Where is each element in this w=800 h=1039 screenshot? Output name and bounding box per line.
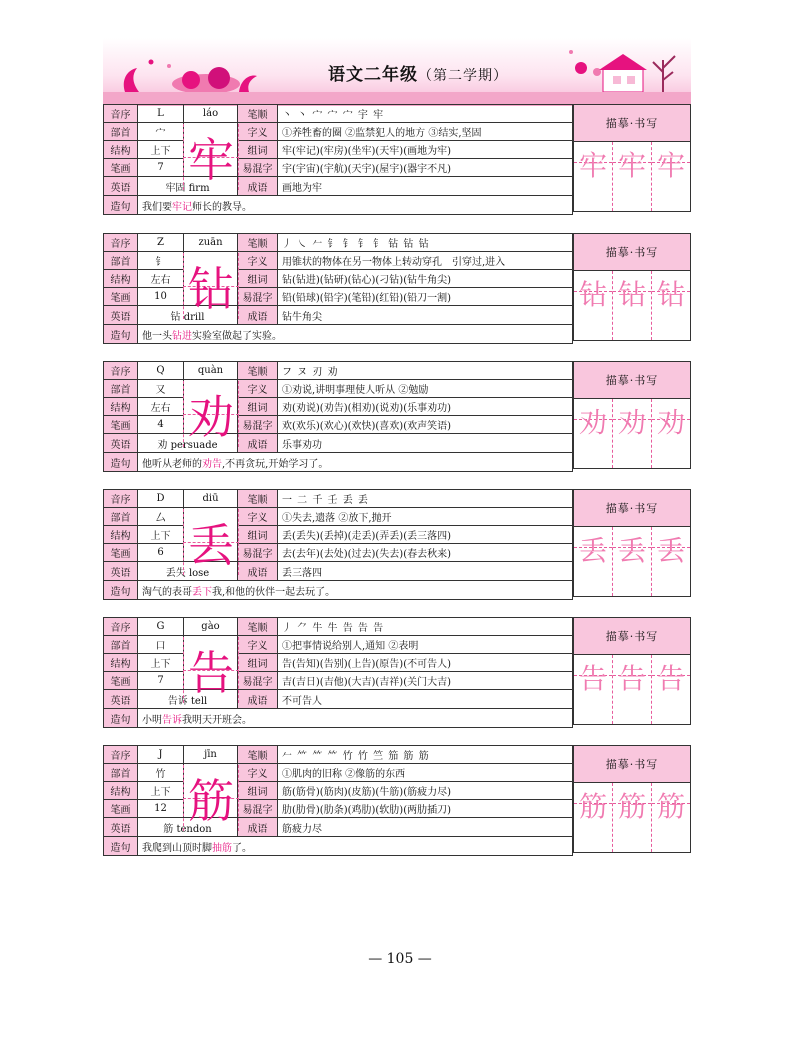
label-yihunzi: 易混字 xyxy=(238,800,278,818)
practice-header: 描摹·书写 xyxy=(574,105,690,142)
label-zuci: 组词 xyxy=(238,398,278,416)
words-value: 钻(钻进)(钻研)(钻心)(刁钻)(钻牛角尖) xyxy=(278,270,573,288)
label-bishun: 笔顺 xyxy=(238,618,278,636)
label-yingyu: 英语 xyxy=(104,562,138,581)
structure-value: 上下 xyxy=(138,141,184,159)
stroke-count-value: 12 xyxy=(138,800,184,818)
stroke-count-value: 4 xyxy=(138,416,184,434)
highlight-word: 抽筋 xyxy=(212,842,232,854)
idiom-value: 乐事劝功 xyxy=(278,434,573,453)
practice-cell[interactable]: 钻 xyxy=(651,271,690,340)
label-ziyi: 字义 xyxy=(238,123,278,141)
info-table xyxy=(103,489,573,600)
meaning-value: 用锥状的物体在另一物体上转动穿孔 引穿过,进入 xyxy=(278,252,573,270)
english-value: 丢失 lose xyxy=(138,562,238,581)
structure-value: 上下 xyxy=(138,782,184,800)
character-card xyxy=(103,745,691,853)
practice-cell[interactable]: 劝 xyxy=(574,399,612,468)
label-bihua: 笔画 xyxy=(104,544,138,562)
idiom-value: 钻牛角尖 xyxy=(278,306,573,325)
confusable-value: 铅(铅球)(铅字)(笔铅)(红铅)(铅刀一割) xyxy=(278,288,573,306)
character-card xyxy=(103,361,691,469)
label-zaoju: 造句 xyxy=(104,325,138,344)
yinxu-value: L xyxy=(138,105,184,123)
practice-box xyxy=(573,745,691,853)
label-yihunzi: 易混字 xyxy=(238,159,278,177)
label-yingyu: 英语 xyxy=(104,690,138,709)
label-chengyu: 成语 xyxy=(238,562,278,581)
practice-cell[interactable]: 丢 xyxy=(612,527,651,596)
highlight-word: 劝告 xyxy=(202,458,222,470)
words-value: 筋(筋骨)(筋肉)(皮筋)(牛筋)(筋疲力尽) xyxy=(278,782,573,800)
practice-cell[interactable]: 告 xyxy=(574,655,612,724)
example-sentence: 我爬到山顶时脚抽筋了。 xyxy=(138,837,573,856)
label-yihunzi: 易混字 xyxy=(238,544,278,562)
label-jiegou: 结构 xyxy=(104,526,138,544)
english-value: 劝 persuade xyxy=(138,434,238,453)
label-yinxu: 音序 xyxy=(104,234,138,252)
label-chengyu: 成语 xyxy=(238,818,278,837)
idiom-value: 不可告人 xyxy=(278,690,573,709)
label-chengyu: 成语 xyxy=(238,306,278,325)
label-ziyi: 字义 xyxy=(238,764,278,782)
structure-value: 上下 xyxy=(138,526,184,544)
stroke-order: 𠂉 ⺮ ⺮ ⺮ 竹 竹 竺 笳 筋 筋 xyxy=(278,746,573,764)
label-yingyu: 英语 xyxy=(104,306,138,325)
label-zuci: 组词 xyxy=(238,654,278,672)
structure-value: 上下 xyxy=(138,654,184,672)
label-yihunzi: 易混字 xyxy=(238,288,278,306)
page-number: — 105 — xyxy=(368,951,432,967)
practice-cell[interactable]: 牢 xyxy=(612,142,651,211)
example-sentence: 我们要牢记师长的教导。 xyxy=(138,196,573,215)
pinyin-value: diū xyxy=(184,490,238,508)
label-bushou: 部首 xyxy=(104,764,138,782)
example-sentence: 他一头钻进实验室做起了实验。 xyxy=(138,325,573,344)
character-card xyxy=(103,489,691,597)
practice-box xyxy=(573,489,691,597)
pinyin-value: jīn xyxy=(184,746,238,764)
label-zuci: 组词 xyxy=(238,526,278,544)
yinxu-value: Q xyxy=(138,362,184,380)
practice-cell[interactable]: 劝 xyxy=(651,399,690,468)
pinyin-value: zuān xyxy=(184,234,238,252)
main-character: 牢 xyxy=(183,124,239,190)
words-value: 牢(牢记)(牢房)(坐牢)(天牢)(画地为牢) xyxy=(278,141,573,159)
stroke-order: 丿 ⺈ 牛 牛 告 告 告 xyxy=(278,618,573,636)
main-character: 丢 xyxy=(183,509,239,575)
practice-box xyxy=(573,233,691,341)
radical-value: 又 xyxy=(138,380,184,398)
character-card xyxy=(103,233,691,341)
meaning-value: ①养牲畜的圈 ②监禁犯人的地方 ③结实,坚固 xyxy=(278,123,573,141)
words-value: 丢(丢失)(丢掉)(走丢)(弄丢)(丢三落四) xyxy=(278,526,573,544)
label-jiegou: 结构 xyxy=(104,398,138,416)
label-bishun: 笔顺 xyxy=(238,490,278,508)
stroke-order: 一 二 千 壬 丢 丢 xyxy=(278,490,573,508)
english-value: 牢固 firm xyxy=(138,177,238,196)
label-zaoju: 造句 xyxy=(104,709,138,728)
label-zuci: 组词 xyxy=(238,782,278,800)
radical-value: 口 xyxy=(138,636,184,654)
label-bishun: 笔顺 xyxy=(238,105,278,123)
practice-cell[interactable]: 告 xyxy=(612,655,651,724)
example-sentence: 小明告诉我明天开班会。 xyxy=(138,709,573,728)
practice-box xyxy=(573,104,691,212)
label-jiegou: 结构 xyxy=(104,782,138,800)
practice-cell[interactable]: 筋 xyxy=(651,783,690,852)
label-ziyi: 字义 xyxy=(238,636,278,654)
practice-cell[interactable]: 钻 xyxy=(574,271,612,340)
label-zuci: 组词 xyxy=(238,270,278,288)
label-bihua: 笔画 xyxy=(104,159,138,177)
main-character: 劝 xyxy=(183,381,239,447)
label-bushou: 部首 xyxy=(104,252,138,270)
info-table xyxy=(103,233,573,344)
label-chengyu: 成语 xyxy=(238,434,278,453)
label-jiegou: 结构 xyxy=(104,270,138,288)
label-bihua: 笔画 xyxy=(104,800,138,818)
practice-box xyxy=(573,361,691,469)
info-table xyxy=(103,104,573,215)
confusable-value: 宇(宇宙)(宇航)(天宇)(屋宇)(器宇不凡) xyxy=(278,159,573,177)
label-bishun: 笔顺 xyxy=(238,746,278,764)
info-table xyxy=(103,745,573,856)
label-bushou: 部首 xyxy=(104,636,138,654)
practice-cell[interactable]: 牢 xyxy=(651,142,690,211)
label-chengyu: 成语 xyxy=(238,690,278,709)
words-value: 劝(劝说)(劝告)(相劝)(说劝)(乐事劝功) xyxy=(278,398,573,416)
label-bihua: 笔画 xyxy=(104,672,138,690)
highlight-word: 牢记 xyxy=(172,201,192,213)
practice-cell[interactable]: 钻 xyxy=(612,271,651,340)
pinyin-value: gào xyxy=(184,618,238,636)
label-yihunzi: 易混字 xyxy=(238,416,278,434)
label-bihua: 笔画 xyxy=(104,288,138,306)
label-jiegou: 结构 xyxy=(104,141,138,159)
label-yihunzi: 易混字 xyxy=(238,672,278,690)
label-ziyi: 字义 xyxy=(238,252,278,270)
main-character: 筋 xyxy=(183,765,239,831)
radical-value: 钅 xyxy=(138,252,184,270)
yinxu-value: G xyxy=(138,618,184,636)
label-yinxu: 音序 xyxy=(104,362,138,380)
label-yingyu: 英语 xyxy=(104,177,138,196)
idiom-value: 筋疲力尽 xyxy=(278,818,573,837)
pinyin-value: quàn xyxy=(184,362,238,380)
label-yinxu: 音序 xyxy=(104,618,138,636)
confusable-value: 吉(吉日)(吉他)(大吉)(吉祥)(关门大吉) xyxy=(278,672,573,690)
stroke-order: 丿 ㇏ 𠂉 钅 钅 钅 钅 钻 钻 钻 xyxy=(278,234,573,252)
idiom-value: 画地为牢 xyxy=(278,177,573,196)
stroke-order: フ ヌ 刃 劝 xyxy=(278,362,573,380)
label-bushou: 部首 xyxy=(104,380,138,398)
practice-header: 描摹·书写 xyxy=(574,746,690,783)
practice-cell[interactable]: 筋 xyxy=(612,783,651,852)
label-bushou: 部首 xyxy=(104,123,138,141)
stroke-count-value: 7 xyxy=(138,159,184,177)
label-zaoju: 造句 xyxy=(104,837,138,856)
label-yingyu: 英语 xyxy=(104,434,138,453)
main-character: 告 xyxy=(183,637,239,703)
label-chengyu: 成语 xyxy=(238,177,278,196)
label-yinxu: 音序 xyxy=(104,746,138,764)
stroke-order: 丶 丶 宀 宀 宀 宇 牢 xyxy=(278,105,573,123)
label-bishun: 笔顺 xyxy=(238,362,278,380)
confusable-value: 肋(肋骨)(肋条)(鸡肋)(软肋)(两肋插刀) xyxy=(278,800,573,818)
info-table xyxy=(103,617,573,728)
example-sentence: 他听从老师的劝告,不再贪玩,开始学习了。 xyxy=(138,453,573,472)
label-bishun: 笔顺 xyxy=(238,234,278,252)
structure-value: 左右 xyxy=(138,270,184,288)
decor-left-icon xyxy=(111,52,261,94)
practice-header: 描摹·书写 xyxy=(574,490,690,527)
yinxu-value: D xyxy=(138,490,184,508)
english-value: 告诉 tell xyxy=(138,690,238,709)
practice-header: 描摹·书写 xyxy=(574,234,690,271)
main-character: 钻 xyxy=(183,253,239,319)
stroke-count-value: 7 xyxy=(138,672,184,690)
pinyin-value: láo xyxy=(184,105,238,123)
character-card xyxy=(103,104,691,212)
stroke-count-value: 10 xyxy=(138,288,184,306)
practice-cell[interactable]: 筋 xyxy=(574,783,612,852)
meaning-value: ①把事情说给别人,通知 ②表明 xyxy=(278,636,573,654)
page-header-banner xyxy=(103,38,691,106)
yinxu-value: J xyxy=(138,746,184,764)
practice-header: 描摹·书写 xyxy=(574,618,690,655)
radical-value: 宀 xyxy=(138,123,184,141)
radical-value: 厶 xyxy=(138,508,184,526)
label-zaoju: 造句 xyxy=(104,581,138,600)
meaning-value: ①失去,遗落 ②放下,抛开 xyxy=(278,508,573,526)
label-bihua: 笔画 xyxy=(104,416,138,434)
highlight-word: 钻进 xyxy=(172,330,192,342)
confusable-value: 欢(欢乐)(欢心)(欢快)(喜欢)(欢声笑语) xyxy=(278,416,573,434)
label-ziyi: 字义 xyxy=(238,508,278,526)
highlight-word: 告诉 xyxy=(162,714,182,726)
label-yinxu: 音序 xyxy=(104,105,138,123)
label-yinxu: 音序 xyxy=(104,490,138,508)
label-ziyi: 字义 xyxy=(238,380,278,398)
structure-value: 左右 xyxy=(138,398,184,416)
highlight-word: 丢下 xyxy=(192,586,212,598)
label-bushou: 部首 xyxy=(104,508,138,526)
label-zaoju: 造句 xyxy=(104,196,138,215)
label-yingyu: 英语 xyxy=(104,818,138,837)
meaning-value: ①劝说,讲明事理使人听从 ②勉励 xyxy=(278,380,573,398)
label-zaoju: 造句 xyxy=(104,453,138,472)
confusable-value: 去(去年)(去处)(过去)(失去)(春去秋来) xyxy=(278,544,573,562)
practice-cell[interactable]: 告 xyxy=(651,655,690,724)
english-value: 筋 tendon xyxy=(138,818,238,837)
label-zuci: 组词 xyxy=(238,141,278,159)
radical-value: 竹 xyxy=(138,764,184,782)
example-sentence: 淘气的表哥丢下我,和他的伙伴一起去玩了。 xyxy=(138,581,573,600)
info-table xyxy=(103,361,573,472)
label-jiegou: 结构 xyxy=(104,654,138,672)
meaning-value: ①肌肉的旧称 ②像筋的东西 xyxy=(278,764,573,782)
idiom-value: 丢三落四 xyxy=(278,562,573,581)
practice-cell[interactable]: 丢 xyxy=(574,527,612,596)
english-value: 钻 drill xyxy=(138,306,238,325)
book-title: 语文二年级（第二学期） xyxy=(328,65,508,85)
stroke-count-value: 6 xyxy=(138,544,184,562)
words-value: 告(告知)(告别)(上告)(原告)(不可告人) xyxy=(278,654,573,672)
practice-box xyxy=(573,617,691,725)
practice-cell[interactable]: 牢 xyxy=(574,142,612,211)
practice-cell[interactable]: 丢 xyxy=(651,527,690,596)
practice-header: 描摹·书写 xyxy=(574,362,690,399)
yinxu-value: Z xyxy=(138,234,184,252)
practice-cell[interactable]: 劝 xyxy=(612,399,651,468)
character-card xyxy=(103,617,691,725)
